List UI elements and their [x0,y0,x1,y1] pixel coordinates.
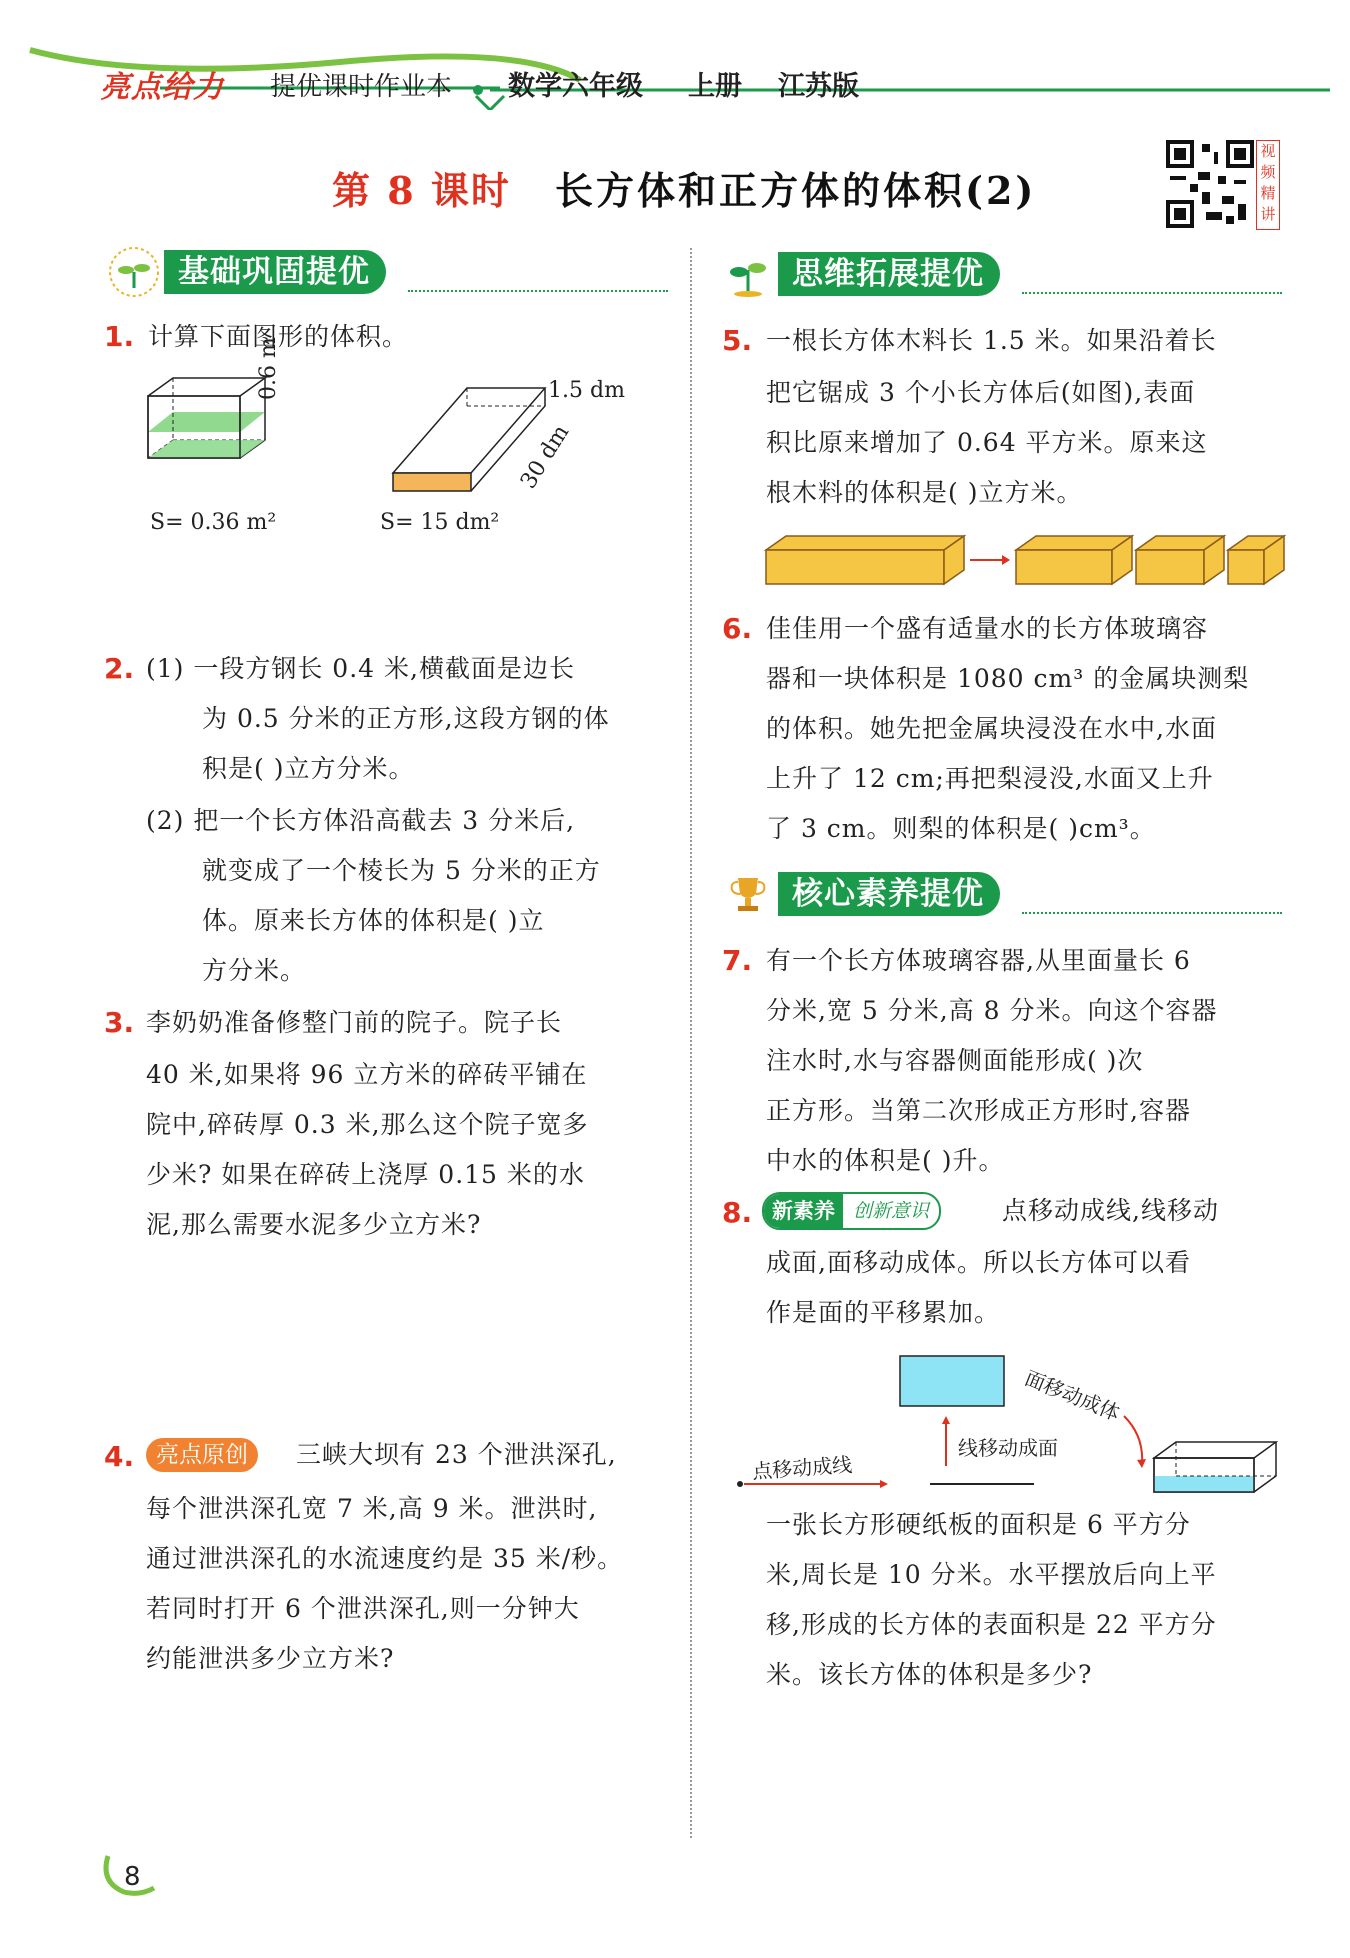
edition: 江苏版 [778,71,859,102]
q8-line1: 点移动成线,线移动 [1002,1196,1219,1225]
q5-line: 根木料的体积是( )立方米。 [766,478,1083,507]
q7-line: 正方形。当第二次形成正方形时,容器 [766,1096,1191,1125]
section-core [722,872,1282,916]
lesson-number: 第 8 课时 [332,168,511,213]
q4-number: 4. [104,1440,135,1473]
section-thinking [722,252,1282,296]
q6-line: 佳佳用一个盛有适量水的长方体玻璃容 [766,614,1209,643]
q6-line: 的体积。她先把金属块浸没在水中,水面 [766,714,1217,743]
column-divider [690,248,692,1838]
q8-number: 8. [722,1196,753,1229]
q7-line: 中水的体积是( )升。 [766,1146,1005,1175]
q3-line: 少米? 如果在碎砖上浇厚 0.15 米的水 [146,1160,585,1189]
q2-p1-line2: 为 0.5 分米的正方形,这段方钢的体 [202,704,610,733]
volume: 上册 [688,71,742,102]
q4-line: 每个泄洪深孔宽 7 米,高 9 米。泄洪时, [146,1494,598,1523]
q6-line: 了 3 cm。则梨的体积是( )cm³。 [766,814,1156,843]
subject-grade: 数学六年级 [508,71,643,102]
q6-line: 上升了 12 cm;再把梨浸没,水面又上升 [766,764,1214,793]
q8-line: 成面,面移动成体。所以长方体可以看 [766,1248,1191,1277]
trophy-icon [722,868,774,920]
q6-line: 器和一块体积是 1080 cm³ 的金属块测梨 [766,664,1250,693]
q7-number: 7. [722,944,753,977]
q2-p1-line3: 积是( )立方分米。 [202,754,415,783]
q8-fig-line-label: 线移动成面 [958,1436,1058,1460]
q1-fig1-height: 0.6 m [256,337,281,400]
q7-line: 注水时,水与容器侧面能形成( )次 [766,1046,1144,1075]
q1-fig2-area: S= 15 dm² [380,510,500,535]
q5-line: 把它锯成 3 个小长方体后(如图),表面 [766,378,1196,407]
section-core-title: 核心素养提优 [778,872,1000,916]
q2-p2-line3: 体。原来长方体的体积是( )立 [202,906,545,935]
q3-line: 40 米,如果将 96 立方米的碎砖平铺在 [146,1060,588,1089]
q8-line: 米,周长是 10 分米。水平摆放后向上平 [766,1560,1217,1589]
q5-line: 积比原来增加了 0.64 平方米。原来这 [766,428,1208,457]
q4-tag [146,1438,258,1472]
q3-line: 李奶奶准备修整门前的院子。院子长 [146,1008,563,1037]
q1-text: 计算下面图形的体积。 [148,322,409,351]
brand-logo: 亮点给力 [100,70,224,105]
q5-number: 5. [722,324,753,357]
section-basic [108,250,668,294]
q5-line: 一根长方体木料长 1.5 米。如果沿着长 [766,326,1217,355]
q8-fig-point-label: 点移动成线 [751,1452,853,1484]
q8-line: 一张长方形硬纸板的面积是 6 平方分 [766,1510,1191,1539]
new-literacy-tag: 新素养 [764,1194,843,1228]
q8-line: 移,形成的长方体的表面积是 22 平方分 [766,1610,1217,1639]
page-number: 8 [124,1862,141,1892]
q2-p2-line4: 方分米。 [202,956,307,985]
section-thinking-title: 思维拓展提优 [778,252,1000,296]
q4-line: 通过泄洪深孔的水流速度约是 35 米/秒。 [146,1544,624,1573]
lumber-figure [764,530,1294,590]
sprout-icon [108,246,160,298]
q2-p2-line2: 就变成了一个棱长为 5 分米的正方 [202,856,601,885]
q2-p2-line1: (2) 把一个长方体沿高截去 3 分米后, [146,806,576,835]
q8-fig-face-label: 面移动成体 [1021,1365,1124,1426]
q3-number: 3. [104,1006,135,1039]
q7-line: 分米,宽 5 分米,高 8 分米。向这个容器 [766,996,1218,1025]
q1-fig2-height: 1.5 dm [548,378,625,403]
q2-p1-line1: (1) 一段方钢长 0.4 米,横截面是边长 [146,654,575,683]
qr-code-icon[interactable] [1166,140,1254,228]
plant-icon [722,248,774,300]
section-basic-title: 基础巩固提优 [164,250,386,294]
innovation-tag: 创新意识 [853,1200,930,1222]
highlight-original-tag: 亮点原创 [146,1438,258,1472]
q1-fig2-length: 30 dm [516,420,575,494]
lesson-title: 长方体和正方体的体积(2) [555,168,1037,213]
q3-line: 泥,那么需要水泥多少立方米? [146,1210,482,1239]
q4-line1: 三峡大坝有 23 个泄洪深孔, [296,1440,617,1469]
q7-line: 有一个长方体玻璃容器,从里面量长 6 [766,946,1191,975]
q6-number: 6. [722,612,753,645]
cube-figure [140,370,320,490]
q1-number: 1. [104,320,135,353]
q3-line: 院中,碎砖厚 0.3 米,那么这个院子宽多 [146,1110,589,1139]
q8-line: 米。该长方体的体积是多少? [766,1660,1093,1689]
q4-line: 若同时打开 6 个泄洪深孔,则一分钟大 [146,1594,580,1623]
book-title: 提优课时作业本 [270,72,453,102]
q8-line: 作是面的平移累加。 [766,1298,1001,1327]
q4-line: 约能泄洪多少立方米? [146,1644,395,1673]
video-explain-tag[interactable]: 视频精讲 [1256,140,1280,230]
q8-tags [762,1192,941,1230]
q2-number: 2. [104,652,135,685]
q1-fig1-area: S= 0.36 m² [150,510,277,535]
